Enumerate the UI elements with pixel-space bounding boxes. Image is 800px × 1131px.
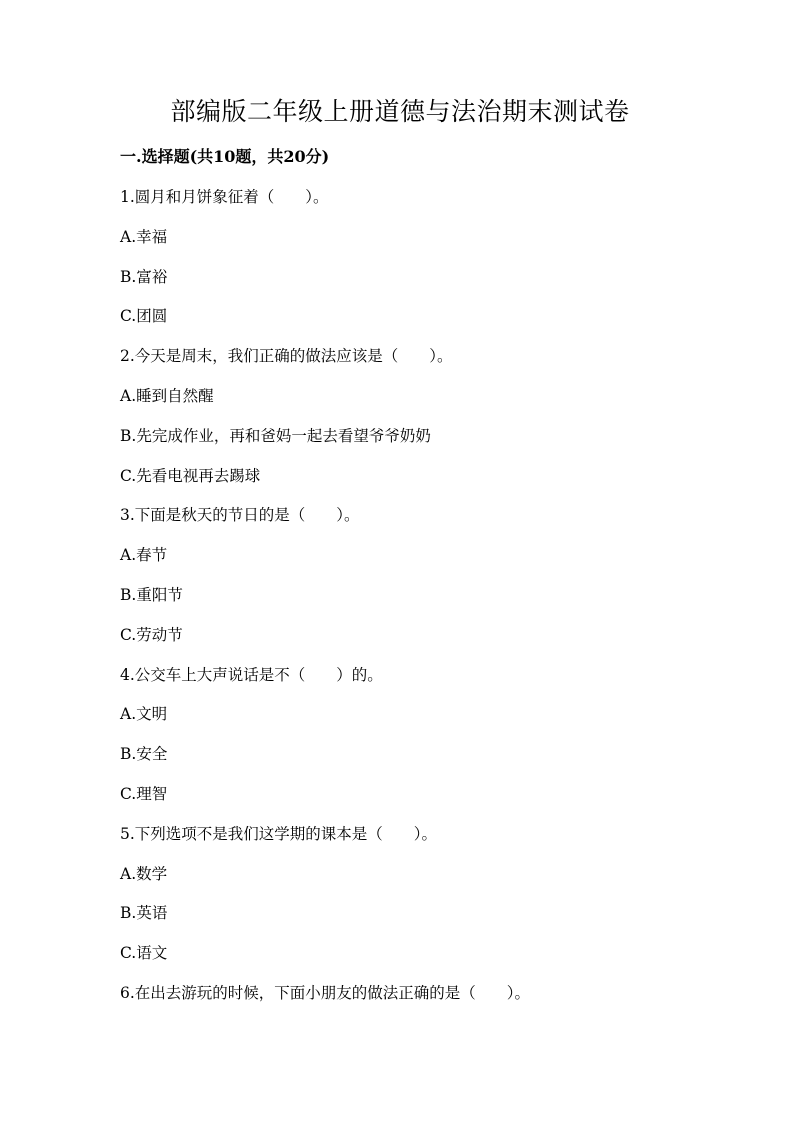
section-heading: 一.选择题(共10题，共20分) [120, 147, 330, 166]
question-1-option-a: A.幸福 [120, 227, 168, 246]
question-5-option-b: B.英语 [120, 904, 168, 923]
question-2-option-c: C.先看电视再去踢球 [120, 466, 261, 485]
question-4-option-a: A.文明 [120, 705, 168, 724]
question-1-stem: 1.圆月和月饼象征着（ ）。 [120, 188, 329, 206]
question-3-option-b: B.重阳节 [120, 585, 183, 604]
question-3-stem: 3.下面是秋天的节日的是（ ）。 [120, 506, 360, 525]
question-5-stem: 5.下列选项不是我们这学期的课本是（ ）。 [120, 824, 438, 843]
question-1-option-c: C.团圆 [120, 307, 168, 326]
question-1-option-b: B.富裕 [120, 267, 168, 286]
question-4-option-c: C.理智 [120, 784, 168, 803]
question-5-option-c: C.语文 [120, 944, 168, 963]
page-title: 部编版二年级上册道德与法治期末测试卷 [170, 97, 630, 126]
question-list [120, 185, 720, 1021]
question-2-stem: 2.今天是周末，我们正确的做法应该是（ ）。 [120, 347, 453, 366]
question-2-option-a: A.睡到自然醒 [120, 386, 214, 405]
question-3-option-a: A.春节 [120, 546, 168, 565]
question-3-option-c: C.劳动节 [120, 625, 183, 644]
question-2-option-b: B.先完成作业，再和爸妈一起去看望爷爷奶奶 [120, 426, 431, 445]
question-5-option-a: A.数学 [120, 864, 168, 883]
question-4-option-b: B.安全 [120, 745, 168, 764]
question-6-stem: 6.在出去游玩的时候，下面小朋友的做法正确的是（ ）。 [120, 983, 531, 1002]
question-4-stem: 4.公交车上大声说话是不（ ）的。 [120, 665, 383, 684]
